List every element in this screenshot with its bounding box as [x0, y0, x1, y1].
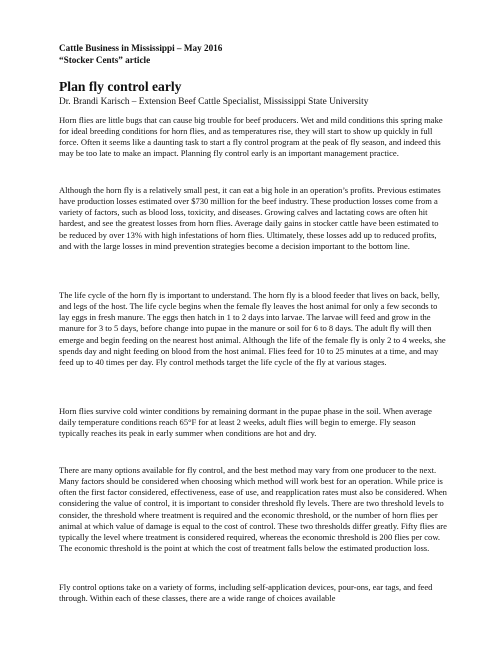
- body-paragraph: Although the horn fly is a relatively small pest, it can eat a big hole in an operation’s profits. Previous estimates have production losses estimated over $730 million for the beef industry. These production losses come from a variety of factors, such as blood loss, toxicity, and diseases. Growing calves and lactating cows are often hit hardest, and see the greatest losses from horn flies. Average daily gains in stocker cattle have been estimated to be reduced by over 13% with high infestations of horn flies. Ultimately, these losses add up to reduced profits, and with the large losses in mind prevention strategies become a decision important to the bottom line.: [59, 185, 441, 251]
- publication-line: Cattle Business in Mississippi – May 2016: [59, 43, 223, 53]
- body-paragraph: There are many options available for fly control, and the best method may vary from one producer to the next. Many factors should be considered when choosing which method will work best for an operation. While price is often the first factor considered, effectiveness, ease of use, and reapplication rates must also be considered. When considering the value of control, it is important to consider threshold fly levels. There are two threshold levels to consider, the threshold where treatment is required and the economic threshold, or the number of horn flies per animal at which value of damage is equal to the cost of control. These two thresholds differ greatly. Fifty flies are typically the level where treatment is considered required, whereas the economic threshold is 200 flies per cow. The economic threshold is the point at which the cost of treatment falls below the estimated production loss.: [59, 465, 447, 554]
- body-paragraph: Horn flies are little bugs that can cause big trouble for beef producers. Wet and mild conditions this spring make for ideal breeding conditions for horn flies, and as temperatures rise, they will start to show up quickly in full force. Often it seems like a daunting task to start a fly control program at the peak of fly season, and indeed this may be too late to make an impact. Planning fly control early is an important management practice.: [59, 115, 443, 159]
- body-paragraph: Fly control options take on a variety of forms, including self-application devices, pour-ons, ear tags, and feed through. Within each of these classes, there are a wide range of choices available: [59, 582, 433, 604]
- article-series-line: “Stocker Cents” article: [59, 55, 151, 65]
- body-paragraph: The life cycle of the horn fly is important to understand. The horn fly is a blood feeder that lives on back, belly, and legs of the host. The life cycle begins when the female fly leaves the host animal for only a few seconds to lay eggs in fresh manure. The eggs then hatch in 1 to 2 days into larvae. The larvae will feed and grow in the manure for 3 to 5 days, before change into pupae in the manure or soil for 6 to 8 days. The adult fly will then emerge and begin feeding on the nearest host animal. Although the life of the female fly is only 2 to 4 weeks, she spends day and night feeding on blood from the host animal. Flies feed for 10 to 25 minutes at a time, and may feed up to 40 times per day. Fly control methods target the life cycle of the fly at various stages.: [59, 290, 446, 367]
- publication-header: [59, 42, 449, 66]
- author-line: Dr. Brandi Karisch – Extension Beef Cattle Specialist, Mississippi State University: [59, 97, 369, 107]
- body-paragraph: Horn flies survive cold winter conditions by remaining dormant in the pupae phase in the soil. When average daily temperature conditions reach 65°F for at least 2 weeks, adult flies will begin to emerge. Fly season typically reaches its peak in early summer when conditions are hot and dry.: [59, 406, 432, 439]
- article-title: Plan fly control early: [59, 79, 182, 94]
